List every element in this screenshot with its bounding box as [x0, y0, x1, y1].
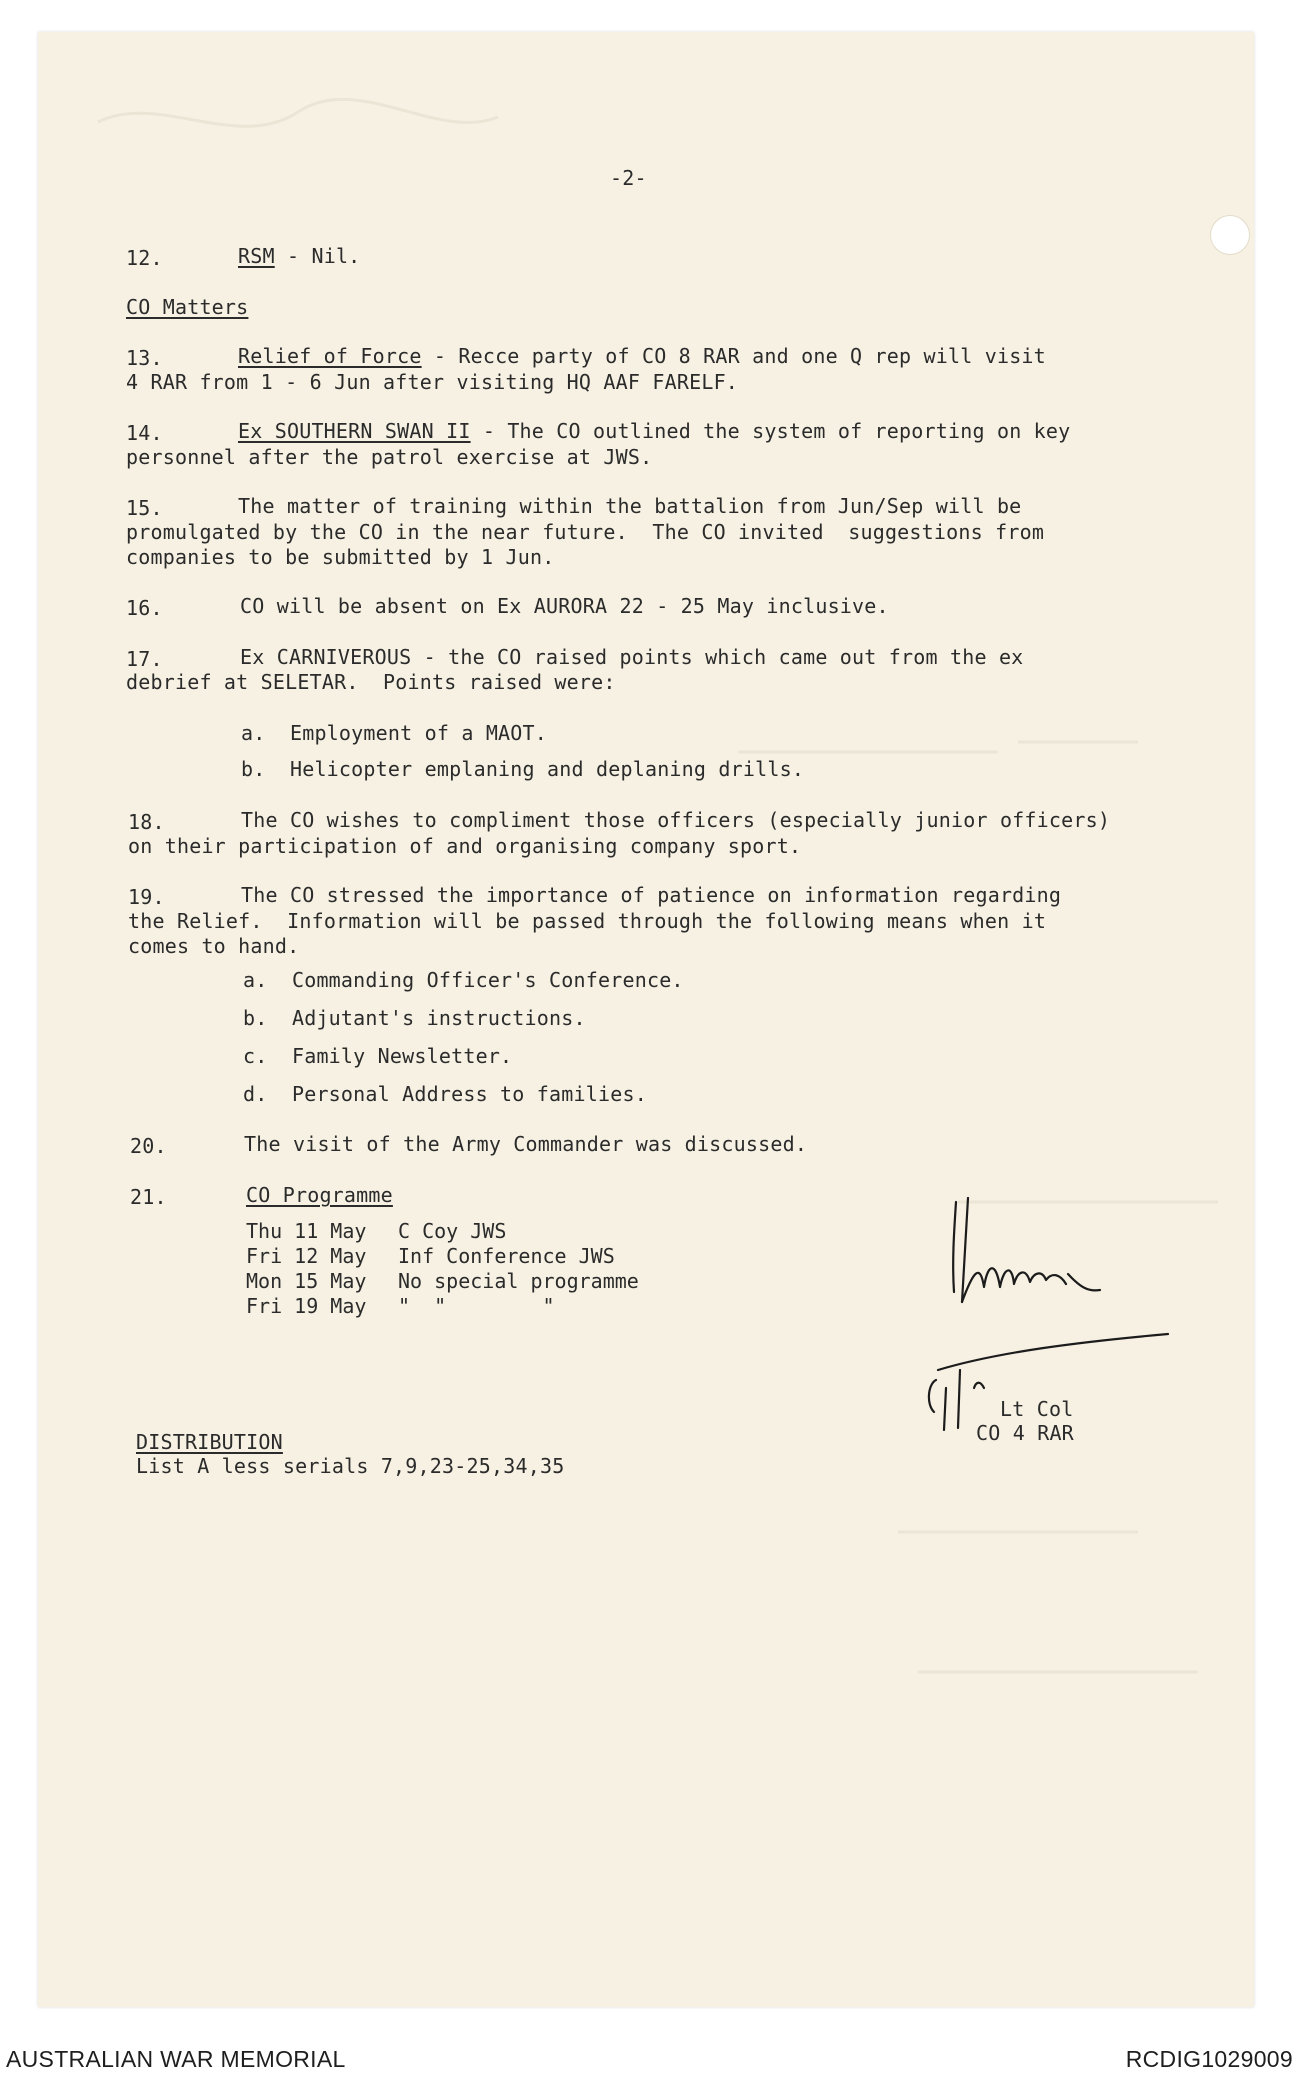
item-19-line2: the Relief. Information will be passed through the following means when it: [128, 909, 1047, 933]
item-21-title: CO Programme: [246, 1183, 393, 1207]
programme-date: Fri 12 May: [246, 1244, 367, 1268]
item-19-sub-a: a. Commanding Officer's Conference.: [243, 968, 684, 992]
item-12-title: RSM: [238, 244, 275, 268]
item-14-title: Ex SOUTHERN SWAN II: [238, 419, 471, 443]
programme-date: Thu 11 May: [246, 1219, 367, 1243]
item-14-line2: personnel after the patrol exercise at JWS.: [126, 445, 653, 469]
item-17-sub-b: b. Helicopter emplaning and deplaning drills.: [241, 757, 805, 781]
item-16-text: CO will be absent on Ex AURORA 22 - 25 May inclusive.: [240, 594, 889, 618]
programme-row: [246, 1244, 639, 1269]
item-19-sub-d: d. Personal Address to families.: [243, 1082, 647, 1106]
item-15-line3: companies to be submitted by 1 Jun.: [126, 545, 555, 569]
item-20-text: The visit of the Army Commander was discussed.: [244, 1132, 808, 1156]
signature-unit: CO 4 RAR: [976, 1421, 1074, 1445]
item-16-number: 16.: [126, 596, 163, 620]
section-heading-co-matters: CO Matters: [126, 295, 249, 319]
item-17-sub-a: a. Employment of a MAOT.: [241, 721, 548, 745]
item-15-line1: The matter of training within the battalion from Jun/Sep will be: [238, 494, 1022, 518]
item-12-text: - Nil.: [274, 244, 361, 268]
programme-date: Fri 19 May: [246, 1294, 367, 1318]
programme-event: Inf Conference JWS: [398, 1244, 615, 1268]
item-17-number: 17.: [126, 647, 163, 671]
item-13-number: 13.: [126, 346, 163, 370]
page-number: -2-: [610, 166, 647, 190]
footer-source: AUSTRALIAN WAR MEMORIAL: [6, 2046, 346, 2072]
item-19-sub-c: c. Family Newsletter.: [243, 1044, 513, 1068]
item-14-line1: [238, 418, 1070, 444]
item-18-line1: The CO wishes to compliment those officers (especially junior officers): [241, 808, 1111, 832]
programme-table: [246, 1219, 639, 1319]
item-19-number: 19.: [128, 885, 165, 909]
item-17-line1: Ex CARNIVEROUS - the CO raised points which came out from the ex: [240, 645, 1024, 669]
programme-row: [246, 1219, 639, 1244]
item-18-number: 18.: [128, 810, 165, 834]
item-17-line2: debrief at SELETAR. Points raised were:: [126, 670, 616, 694]
distribution-text: List A less serials 7,9,23-25,34,35: [136, 1454, 565, 1478]
item-12-number: 12.: [126, 246, 163, 270]
item-19-line1: The CO stressed the importance of patience on information regarding: [241, 883, 1062, 907]
footer-id: RCDIG1029009: [1125, 2046, 1293, 2072]
programme-row: [246, 1294, 639, 1319]
programme-date: Mon 15 May: [246, 1269, 367, 1293]
programme-event: C Coy JWS: [398, 1219, 507, 1243]
programme-event: No special programme: [398, 1269, 639, 1293]
item-13-text: - Recce party of CO 8 RAR and one Q rep will visit: [421, 344, 1046, 368]
signature-rank: Lt Col: [1000, 1397, 1074, 1421]
bleed-through-marks: [38, 32, 1254, 2007]
programme-event: " " ": [398, 1294, 555, 1318]
item-21-number: 21.: [130, 1185, 167, 1209]
item-14-text: - The CO outlined the system of reporting on key: [470, 419, 1071, 443]
item-15-line2: promulgated by the CO in the near future. The CO invited suggestions from: [126, 520, 1045, 544]
item-20-number: 20.: [130, 1134, 167, 1158]
item-19-sub-b: b. Adjutant's instructions.: [243, 1006, 586, 1030]
item-19-line3: comes to hand.: [128, 934, 300, 958]
item-12-body: [238, 243, 360, 269]
programme-row: [246, 1269, 639, 1294]
item-15-number: 15.: [126, 496, 163, 520]
item-13-line1: [238, 343, 1046, 369]
item-13-title: Relief of Force: [238, 344, 422, 368]
distribution-heading: DISTRIBUTION: [136, 1430, 283, 1454]
document-page: [38, 32, 1254, 2007]
item-18-line2: on their participation of and organising company sport.: [128, 834, 802, 858]
item-13-line2: 4 RAR from 1 - 6 Jun after visiting HQ AAF FARELF.: [126, 370, 739, 394]
item-14-number: 14.: [126, 421, 163, 445]
